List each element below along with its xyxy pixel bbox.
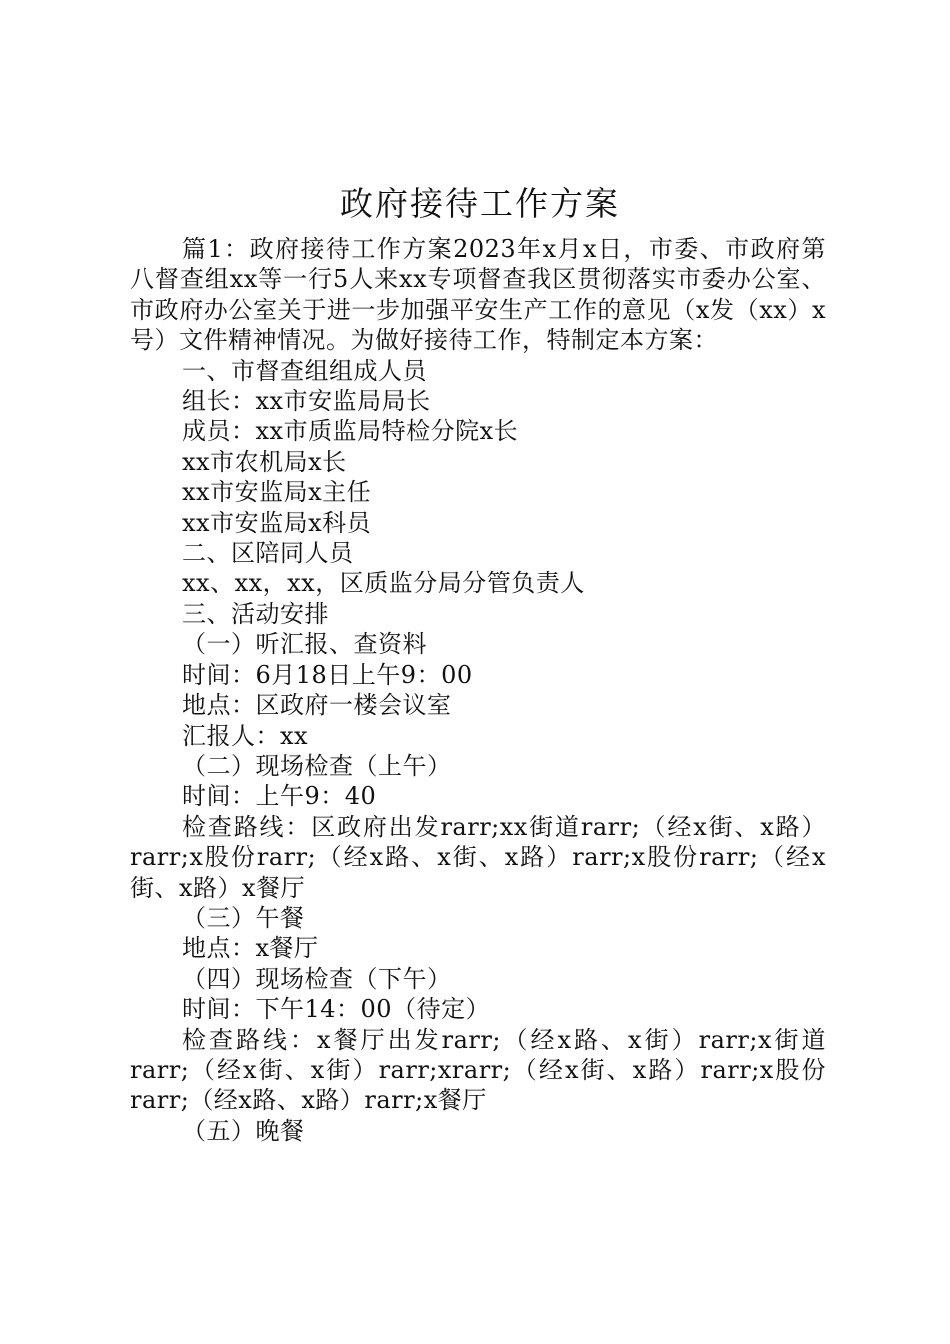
route-paragraph: 检查路线：区政府出发rarr;xx街道rarr;（经x街、x路）rarr;x股份rarr;（经x路、x街、x路）rarr;x股份rarr;（经x街、x路）x餐厅 xyxy=(130,812,826,902)
section-heading-members: 一、市督查组组成人员 xyxy=(182,356,427,385)
schedule-line: 地点：区政府一楼会议室 xyxy=(182,691,452,720)
section-heading-schedule: 三、活动安排 xyxy=(182,599,329,628)
route-paragraph: 检查路线：x餐厅出发rarr;（经x路、x街）rarr;x街道rarr;（经x街、x街）rarr;xrarr;（经x街、x路）rarr;x股份rarr;（经x路、x路）rarr;x餐厅 xyxy=(130,1025,826,1115)
subsection-heading: （二）现场检查（上午） xyxy=(182,751,452,780)
schedule-line: 时间：6月18日上午9：00 xyxy=(182,660,473,689)
member-line: xx市农机局x长 xyxy=(182,447,347,476)
subsection-heading: （三）午餐 xyxy=(182,903,305,932)
escort-line: xx、xx，xx，区质监分局分管负责人 xyxy=(182,569,585,598)
document-body xyxy=(130,234,826,1146)
subsection-heading: （一）听汇报、查资料 xyxy=(182,630,427,659)
member-line: xx市安监局x主任 xyxy=(182,478,372,507)
subsection-heading: （四）现场检查（下午） xyxy=(182,964,452,993)
schedule-line: 时间：下午14：00（待定） xyxy=(182,995,491,1024)
intro-paragraph: 篇1：政府接待工作方案2023年x月x日，市委、市政府第八督查组xx等一行5人来xx专项督查我区贯彻落实市委办公室、市政府办公室关于进一步加强平安生产工作的意见（x发（xx）x号）文件精神情况。为做好接待工作，特制定本方案： xyxy=(130,235,826,355)
subsection-heading: （五）晚餐 xyxy=(182,1116,305,1145)
schedule-line: 地点：x餐厅 xyxy=(182,934,319,963)
member-line: 成员：xx市质监局特检分院x长 xyxy=(182,417,519,446)
schedule-line: 汇报人：xx xyxy=(182,721,309,750)
member-line: 组长：xx市安监局局长 xyxy=(182,387,431,416)
section-heading-escort: 二、区陪同人员 xyxy=(182,539,354,568)
member-line: xx市安监局x科员 xyxy=(182,508,372,537)
document-title: 政府接待工作方案 xyxy=(340,184,620,223)
schedule-line: 时间：上午9：40 xyxy=(182,782,377,811)
